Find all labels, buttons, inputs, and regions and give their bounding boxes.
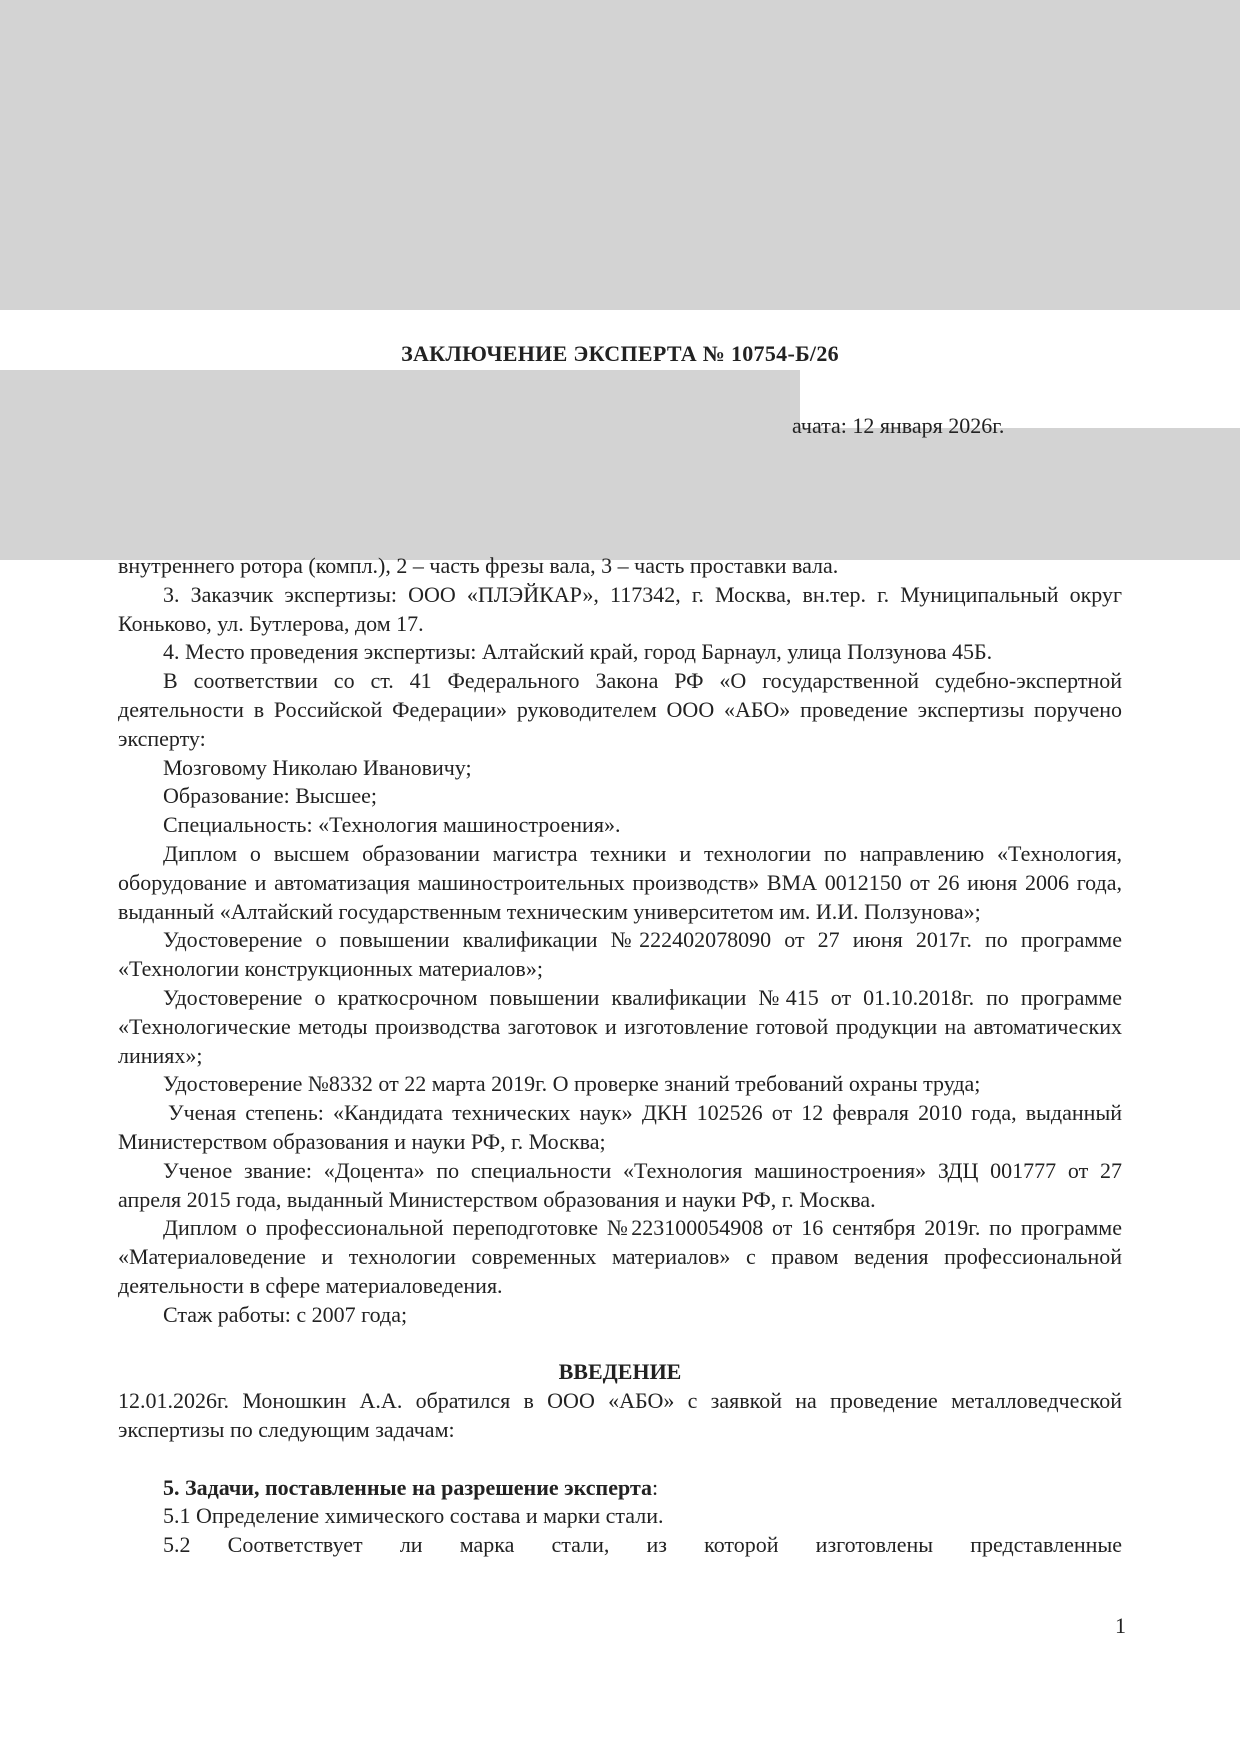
paragraph-location: 4. Место проведения экспертизы: Алтайский край, город Барнаул, улица Ползунова 45Б. xyxy=(163,639,993,665)
introduction-heading: ВВЕДЕНИЕ xyxy=(558,1359,682,1385)
blank-line xyxy=(118,1330,1122,1359)
paragraph-certificate-2019: Удостоверение №8332 от 22 марта 2019г. О проверке знаний требований охраны труда; xyxy=(163,1071,981,1097)
task-item: 5.2 Соответствует ли марка стали, из которой изготовлены представленные xyxy=(163,1532,1122,1558)
paragraph-rotor-parts: внутреннего ротора (компл.), 2 – часть фрезы вала, 3 – часть проставки вала. xyxy=(118,553,839,578)
paragraph-certificate-2018: Удостоверение о краткосрочном повышении квалификации №415 от 01.10.2018г. по программе «Технологические методы производства заготовок и изготовление готовой продукции на автоматических линиях»; xyxy=(118,984,1122,1068)
tasks-heading-colon: : xyxy=(652,1474,659,1500)
blank-line xyxy=(118,1445,1122,1474)
tasks-heading-text: 5. Задачи, поставленные на разрешение эксперта xyxy=(163,1474,653,1500)
redaction-block-top xyxy=(0,0,1240,310)
date-fragment: ачата: 12 января 2026г. xyxy=(792,413,1005,438)
task-item: 5.1 Определение химического состава и марки стали. xyxy=(163,1503,664,1529)
paragraph-education: Образование: Высшее; xyxy=(163,783,377,809)
paragraph-certificate-2017: Удостоверение о повышении квалификации №222402078090 от 27 июня 2017г. по программе «Технологии конструкционных материалов»; xyxy=(118,927,1122,982)
paragraph-customer: 3. Заказчик экспертизы: ООО «ПЛЭЙКАР», 117342, г. Москва, вн.тер. г. Муниципальный округ Коньково, ул. Бутлерова, дом 17. xyxy=(118,581,1122,636)
document-body xyxy=(118,552,1122,1560)
tasks-heading xyxy=(118,1474,1122,1503)
paragraph-academic-title: Ученое звание: «Доцента» по специальности «Технология машиностроения» ЗДЦ 001777 от 27 апреля 2015 года, выданный Министерством образования и науки РФ, г. Москва. xyxy=(118,1157,1122,1212)
paragraph-diploma: Диплом о высшем образовании магистра техники и технологии по направлению «Технология, оборудование и автоматизация машиностроительных производств» ВМА 0012150 от 26 июня 2006 года, выданный «Алтайский государственным техническим университетом им. И.И. Ползунова»; xyxy=(118,840,1122,924)
paragraph-retraining-diploma: Диплом о профессиональной переподготовке №223100054908 от 16 сентября 2019г. по программе «Материаловедение и технологии современных материалов» с правом ведения профессиональной деятельности в сфере материаловедения. xyxy=(118,1215,1122,1298)
redaction-block-middle-right xyxy=(800,428,1240,560)
paragraph-specialty: Специальность: «Технология машиностроения». xyxy=(163,812,621,838)
paragraph-academic-degree: Ученая степень: «Кандидата технических наук» ДКН 102526 от 12 февраля 2010 года, выданный Министерством образования и науки РФ, г. Москва; xyxy=(118,1100,1122,1154)
paragraph-expert-name: Мозговому Николаю Ивановичу; xyxy=(163,754,472,780)
page-number: 1 xyxy=(1115,1613,1126,1638)
introduction-text: 12.01.2026г. Моношкин А.А. обратился в ООО «АБО» с заявкой на проведение металловедческой экспертизы по следующим задачам: xyxy=(118,1388,1122,1442)
paragraph-experience: Стаж работы: с 2007 года; xyxy=(163,1301,408,1327)
redaction-block-middle-left xyxy=(0,370,800,560)
document-title: ЗАКЛЮЧЕНИЕ ЭКСПЕРТА № 10754-Б/26 xyxy=(401,341,839,366)
paragraph-legal-basis: В соответствии со ст. 41 Федерального Закона РФ «О государственной судебно-экспертной деятельности в Российской Федерации» руководителем ООО «АБО» проведение экспертизы поручено эксперту: xyxy=(118,668,1122,751)
